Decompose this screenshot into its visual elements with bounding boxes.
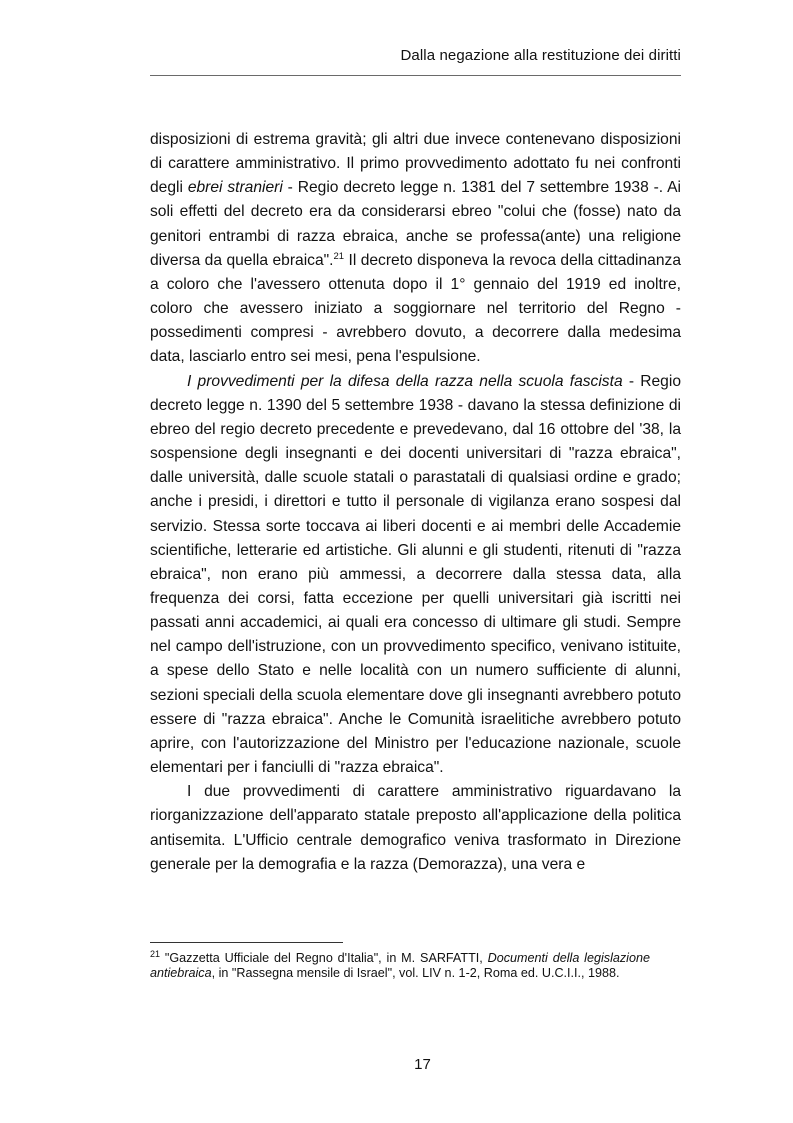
footnote-reference: 21 bbox=[333, 250, 345, 262]
paragraph bbox=[150, 780, 681, 877]
text-run: , in "Rassegna mensile di Israel", vol. LIV n. 1-2, Roma ed. U.C.I.I., 1988. bbox=[211, 966, 620, 981]
footnote-text bbox=[150, 948, 650, 981]
paragraph bbox=[150, 128, 681, 370]
running-header-title: Dalla negazione alla restituzione dei diritti bbox=[400, 47, 681, 64]
text-run: disposizioni di estrema gravità; gli altri due invece contenevano disposizioni di carattere amministrativo. Il primo provvedimento adottato fu nei confronti degli bbox=[150, 131, 681, 197]
text-run: Il decreto disponeva la revoca della cittadinanza a coloro che l'avessero ottenuta dopo il 1° gennaio del 1919 ed inoltre, coloro che avessero iniziato a soggiornare nel territorio del Regno - possedimenti compresi - avrebbero dovuto, a decorrere dalla medesima data, lasciarlo entro sei mesi, pena l'espulsione. bbox=[150, 251, 681, 366]
footnote bbox=[150, 948, 650, 982]
footnote-number: 21 bbox=[150, 948, 161, 959]
text-run: - Regio decreto legge n. 1381 del 7 settembre 1938 -. Ai soli effetti del decreto era da considerarsi ebreo "colui che (fosse) nato da genitori entrambi di razza ebraica, anche se professa(ante) una religione diversa da quella ebraica". bbox=[150, 179, 681, 269]
paragraph bbox=[150, 370, 681, 781]
text-run: "Gazzetta Ufficiale del Regno d'Italia", in M. SARFATTI, bbox=[160, 951, 488, 965]
text-run: I due provvedimenti di carattere amministrativo riguardavano la riorganizzazione dell'apparato statale preposto all'applicazione della politica antisemita. L'Ufficio centrale demografico veniva trasformato in Direzione generale per la demografia e la razza (Demorazza), una vera e bbox=[150, 783, 681, 873]
italic-text: I provvedimenti per la difesa della razza nella scuola fascista bbox=[187, 372, 623, 390]
body-text bbox=[150, 128, 681, 877]
footnote-separator bbox=[150, 942, 343, 943]
text-run: - Regio decreto legge n. 1390 del 5 settembre 1938 - davano la stessa definizione di ebreo del regio decreto precedente e prevedevano, dal 16 ottobre del '38, la sospensione degli insegnanti e dei docenti universitari di "razza ebraica", dalle università, dalle scuole statali o parastatali di qualsiasi ordine e grado; anche i presidi, i direttori e tutto il personale di vigilanza erano sospesi dal servizio. Stessa sorte toccava ai liberi docenti e ai membri delle Accademie scientifiche, letterarie ed artistiche. Gli alunni e gli studenti, ritenuti di "razza ebraica", non erano più ammessi, a decorrere dalla stessa data, alla frequenza dei corsi, fatta eccezione per quelli universitari già iscritti nei passati anni accademici, ai quali era concesso di ultimare gli studi. Sempre nel campo dell'istruzione, con un provvedimento specifico, venivano istituite, a spese dello Stato e nelle località con un numero sufficiente di alunni, sezioni speciali della scuola elementare dove gli insegnanti avrebbero potuto essere di "razza ebraica". Anche le Comunità israelitiche avrebbero potuto aprire, con l'autorizzazione del Ministro per l'educazione nazionale, scuole elementari per i fanciulli di "razza ebraica". bbox=[150, 372, 681, 777]
header-divider bbox=[150, 75, 681, 76]
page-number: 17 bbox=[414, 1056, 431, 1073]
italic-text: ebrei stranieri bbox=[187, 179, 283, 197]
italic-text: Documenti della legislazione antiebraica bbox=[150, 951, 650, 981]
